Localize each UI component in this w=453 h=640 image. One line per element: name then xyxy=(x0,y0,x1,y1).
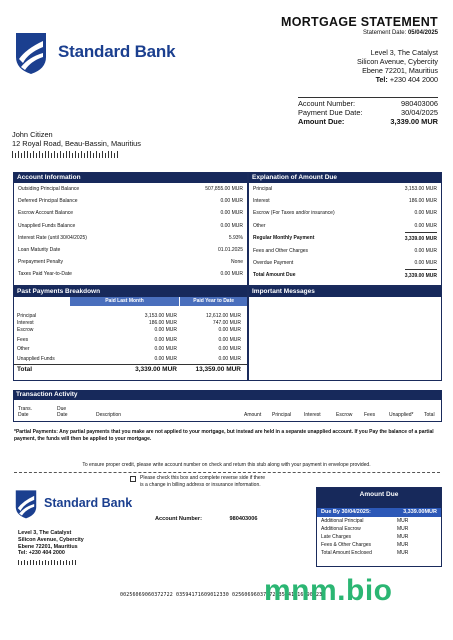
col-escrow: Escrow xyxy=(336,412,353,418)
amount-due-row xyxy=(317,517,441,525)
bank-address xyxy=(300,48,438,84)
row-last: 0.00 MUR xyxy=(154,327,177,333)
row-label: Total Amount Due xyxy=(253,272,296,279)
amount-due-box xyxy=(316,487,442,567)
check-note xyxy=(140,475,320,488)
statement-date xyxy=(300,30,438,36)
row-value: 5.93% xyxy=(228,234,243,241)
micr-line: 00256069060372722 03594171609012330 02560696037272335941716090123 xyxy=(120,592,323,598)
col-due-date: Date xyxy=(57,412,68,418)
stub-account-number-value: 980403006 xyxy=(229,516,258,522)
row-label: Escrow (For Taxes and/or insurance) xyxy=(253,210,335,217)
account-info-row xyxy=(14,268,247,280)
stub-address-line: Ebene 72201, Mauritius xyxy=(18,543,78,550)
col-unapplied: Unapplied* xyxy=(389,412,414,418)
row-value: 01.01.2025 xyxy=(217,247,243,254)
row-ytd: 0.00 MUR xyxy=(218,355,241,362)
row-label: Deferred Principal Balance xyxy=(18,198,78,205)
row-ytd: 0.00 MUR xyxy=(218,346,241,352)
row-label: Loan Maturity Date xyxy=(18,247,61,254)
row-label: Total xyxy=(17,366,33,373)
row-last: 0.00 MUR xyxy=(154,346,177,352)
row-label: Other xyxy=(17,346,30,352)
row-ytd: 13,359.00 MUR xyxy=(195,366,241,373)
stub-tel-value: +230 404 2000 xyxy=(28,550,65,557)
row-value: MUR xyxy=(397,534,409,540)
customer-address: 12 Royal Road, Beau-Bassin, Mauritius xyxy=(12,139,141,148)
row-label: Interest Rate (until 30/04/2025) xyxy=(18,234,87,241)
postal-barcode-icon xyxy=(12,151,122,158)
transaction-activity-columns xyxy=(13,400,442,422)
col-paid-year-to-date: Paid Year to Date xyxy=(180,297,247,306)
brand-name: Standard Bank xyxy=(58,42,176,61)
account-summary xyxy=(298,99,438,127)
explanation-row-regular-payment xyxy=(249,232,441,245)
stub-address xyxy=(18,530,84,557)
row-label: Late Charges xyxy=(321,534,352,540)
row-last: 3,339.00 MUR xyxy=(135,366,177,373)
tear-line xyxy=(14,472,440,473)
col-due-date: Due xyxy=(57,406,67,412)
row-value: MUR xyxy=(397,550,409,556)
row-ytd: 12,612.00 MUR xyxy=(205,313,241,319)
bank-address-line: Level 3, The Catalyst xyxy=(370,48,438,57)
row-last: 186.00 MUR xyxy=(148,319,177,326)
past-payments-grid xyxy=(14,306,247,375)
account-number-row xyxy=(298,99,438,108)
check-note-line: Please check this box and complete reverse side if there xyxy=(140,475,266,481)
statement-date-value: 05/04/2025 xyxy=(407,30,438,36)
account-info-row xyxy=(14,220,247,232)
bank-address-line: Ebene 72201, Mauritius xyxy=(362,66,438,75)
due-by-label: Due By 30/04/2025: xyxy=(321,509,371,515)
statement-title: MORTGAGE STATEMENT xyxy=(280,15,438,29)
table-row xyxy=(14,355,247,365)
row-label: Additional Principal xyxy=(321,518,364,524)
col-principal: Principal xyxy=(272,412,292,418)
bank-tel-value: +230 404 2000 xyxy=(389,75,438,84)
row-value: 0.00 MUR xyxy=(220,222,243,229)
watermark-text: mnm.bio xyxy=(264,574,393,607)
row-value: MUR xyxy=(397,526,409,532)
col-amount: Amount xyxy=(244,412,262,418)
account-information-header: Account Information xyxy=(14,173,247,183)
account-info-row xyxy=(14,183,247,195)
row-label: Fees xyxy=(17,336,29,343)
explanation-row xyxy=(249,257,441,269)
stub-instruction: To ensure proper credit, please write account number on check and return this stub along with your payment in envelope provided. xyxy=(82,462,371,468)
col-interest: Interest xyxy=(304,412,321,418)
row-value: 0.00 MUR xyxy=(220,210,243,217)
col-trans-date: Date xyxy=(18,412,29,418)
row-value: 0.00 MUR xyxy=(414,260,437,267)
row-value: 507,855.00 MUR xyxy=(205,186,243,192)
col-paid-last-month: Paid Last Month xyxy=(70,297,180,306)
row-label: Principal xyxy=(253,186,273,192)
row-value: 0.00 MUR xyxy=(220,271,243,278)
row-value: MUR xyxy=(397,518,409,524)
check-note-line: is a change in billing address or insurance information. xyxy=(140,481,261,488)
bank-tel-label: Tel: xyxy=(375,75,388,84)
row-label: Fees and Other Charges xyxy=(253,248,309,255)
bank-address-line: Silicon Avenue, Cybercity xyxy=(357,57,438,66)
stub-address-line: Silicon Avenue, Cybercity xyxy=(18,536,84,543)
account-info-row xyxy=(14,244,247,256)
col-total: Total xyxy=(424,412,435,418)
explanation-panel xyxy=(248,172,442,286)
stub-tel-label: Tel: xyxy=(18,550,28,557)
table-row-total xyxy=(14,364,247,375)
account-info-row xyxy=(14,207,247,219)
customer-block xyxy=(12,130,141,148)
row-label: Unapplied Funds xyxy=(17,355,55,362)
spacer xyxy=(14,297,70,306)
watermark xyxy=(264,574,393,608)
row-value: 3,339.00 MUR xyxy=(405,269,437,282)
row-label: Unapplied Funds Balance xyxy=(18,222,76,229)
row-ytd: 0.00 MUR xyxy=(218,327,241,333)
stub-tel xyxy=(18,550,84,557)
amount-due-row xyxy=(317,533,441,541)
row-value: 186.00 MUR xyxy=(408,198,437,205)
past-payments-subheader xyxy=(14,297,247,306)
row-label: Total Amount Enclosed xyxy=(321,550,372,556)
address-change-checkbox[interactable] xyxy=(130,476,136,482)
explanation-row xyxy=(249,207,441,219)
amount-due-row xyxy=(317,549,441,557)
payment-due-date-value: 30/04/2025 xyxy=(401,108,438,118)
table-row xyxy=(14,336,247,346)
explanation-row xyxy=(249,245,441,257)
explanation-row xyxy=(249,220,441,232)
amount-due-row xyxy=(317,525,441,533)
row-value: 0.00 MUR xyxy=(220,198,243,205)
shield-logo-icon xyxy=(14,31,48,75)
payment-due-date-label: Payment Due Date: xyxy=(298,108,363,118)
explanation-row-total xyxy=(249,269,441,282)
past-payments-header: Past Payments Breakdown xyxy=(14,287,247,297)
col-description: Description xyxy=(96,412,122,418)
row-label: Other xyxy=(253,222,266,229)
col-trans-date: Trans. xyxy=(18,406,32,412)
row-ytd: 747.00 MUR xyxy=(212,319,241,326)
bank-tel xyxy=(300,75,438,84)
past-payments-panel xyxy=(13,286,248,381)
row-label: Escrow Account Balance xyxy=(18,210,74,217)
row-last: 3,153.00 MUR xyxy=(144,313,177,319)
table-row xyxy=(14,326,247,336)
explanation-row xyxy=(249,183,441,195)
bank-logo xyxy=(14,31,214,79)
amount-due-label: Amount Due: xyxy=(298,117,345,127)
account-information-panel xyxy=(13,172,248,286)
row-label: Outsiding Principal Balance xyxy=(18,186,80,192)
partial-payments-note: *Partial Payments: Any partial payments that you make are not applied to your mortgage, but instead are held in a separate unapplied account. If you Pay the balance of a partial payment, the funds will then be applied to your mortgage. xyxy=(14,429,434,442)
row-value: MUR xyxy=(397,542,409,548)
important-messages-header: Important Messages xyxy=(249,287,441,297)
stub-account-number-label: Account Number: xyxy=(155,516,202,522)
statement-date-label: Statement Date: xyxy=(362,30,407,36)
row-value: None xyxy=(231,259,243,266)
account-info-row xyxy=(14,256,247,268)
row-label: Additional Escrow xyxy=(321,526,361,532)
row-value: 0.00 MUR xyxy=(414,248,437,255)
due-by-row xyxy=(317,508,441,517)
row-label: Fees & Other Charges xyxy=(321,542,372,548)
row-label: Taxes Paid Year-to-Date xyxy=(18,271,72,278)
stub-address-line: Level 3, The Catalyst xyxy=(18,530,72,536)
row-value: 0.00 MUR xyxy=(414,222,437,229)
row-label: Interest xyxy=(17,319,34,326)
row-label: Interest xyxy=(253,198,270,205)
shield-logo-icon xyxy=(14,489,38,519)
amount-due-header: Amount Due xyxy=(317,488,441,508)
bank-logo-small xyxy=(14,489,164,521)
row-label: Principal xyxy=(17,313,37,319)
amount-due-row xyxy=(317,541,441,549)
row-label: Escrow xyxy=(17,327,34,333)
row-value: 0.00 MUR xyxy=(414,210,437,217)
row-label: Overdue Payment xyxy=(253,260,294,267)
row-last: 0.00 MUR xyxy=(154,355,177,362)
row-ytd: 0.00 MUR xyxy=(218,336,241,343)
customer-name: John Citizen xyxy=(12,130,53,139)
amount-due-row xyxy=(298,117,438,126)
due-by-value: 3,339.00MUR xyxy=(403,509,437,515)
account-info-row xyxy=(14,232,247,244)
amount-due-value: 3,339.00 MUR xyxy=(390,117,438,127)
transaction-activity-header: Transaction Activity xyxy=(13,390,442,400)
row-last: 0.00 MUR xyxy=(154,336,177,343)
explanation-row xyxy=(249,195,441,207)
row-label: Regular Monthly Payment xyxy=(253,234,315,241)
payment-due-date-row xyxy=(298,108,438,117)
row-value: 3,153.00 MUR xyxy=(404,186,437,192)
account-number-label: Account Number: xyxy=(298,99,356,108)
account-info-row xyxy=(14,195,247,207)
account-number-value: 980403006 xyxy=(401,99,438,108)
col-fees: Fees xyxy=(364,412,376,418)
postal-barcode-icon xyxy=(18,560,78,565)
explanation-header: Explanation of Amount Due xyxy=(249,173,441,183)
stub-account-number xyxy=(155,516,258,522)
important-messages-panel xyxy=(248,286,442,381)
divider xyxy=(298,97,438,98)
table-row xyxy=(14,345,247,355)
row-label: Prepayment Penalty xyxy=(18,259,64,266)
brand-name: Standard Bank xyxy=(44,496,133,510)
row-value: 3,339.00 MUR xyxy=(405,232,437,245)
